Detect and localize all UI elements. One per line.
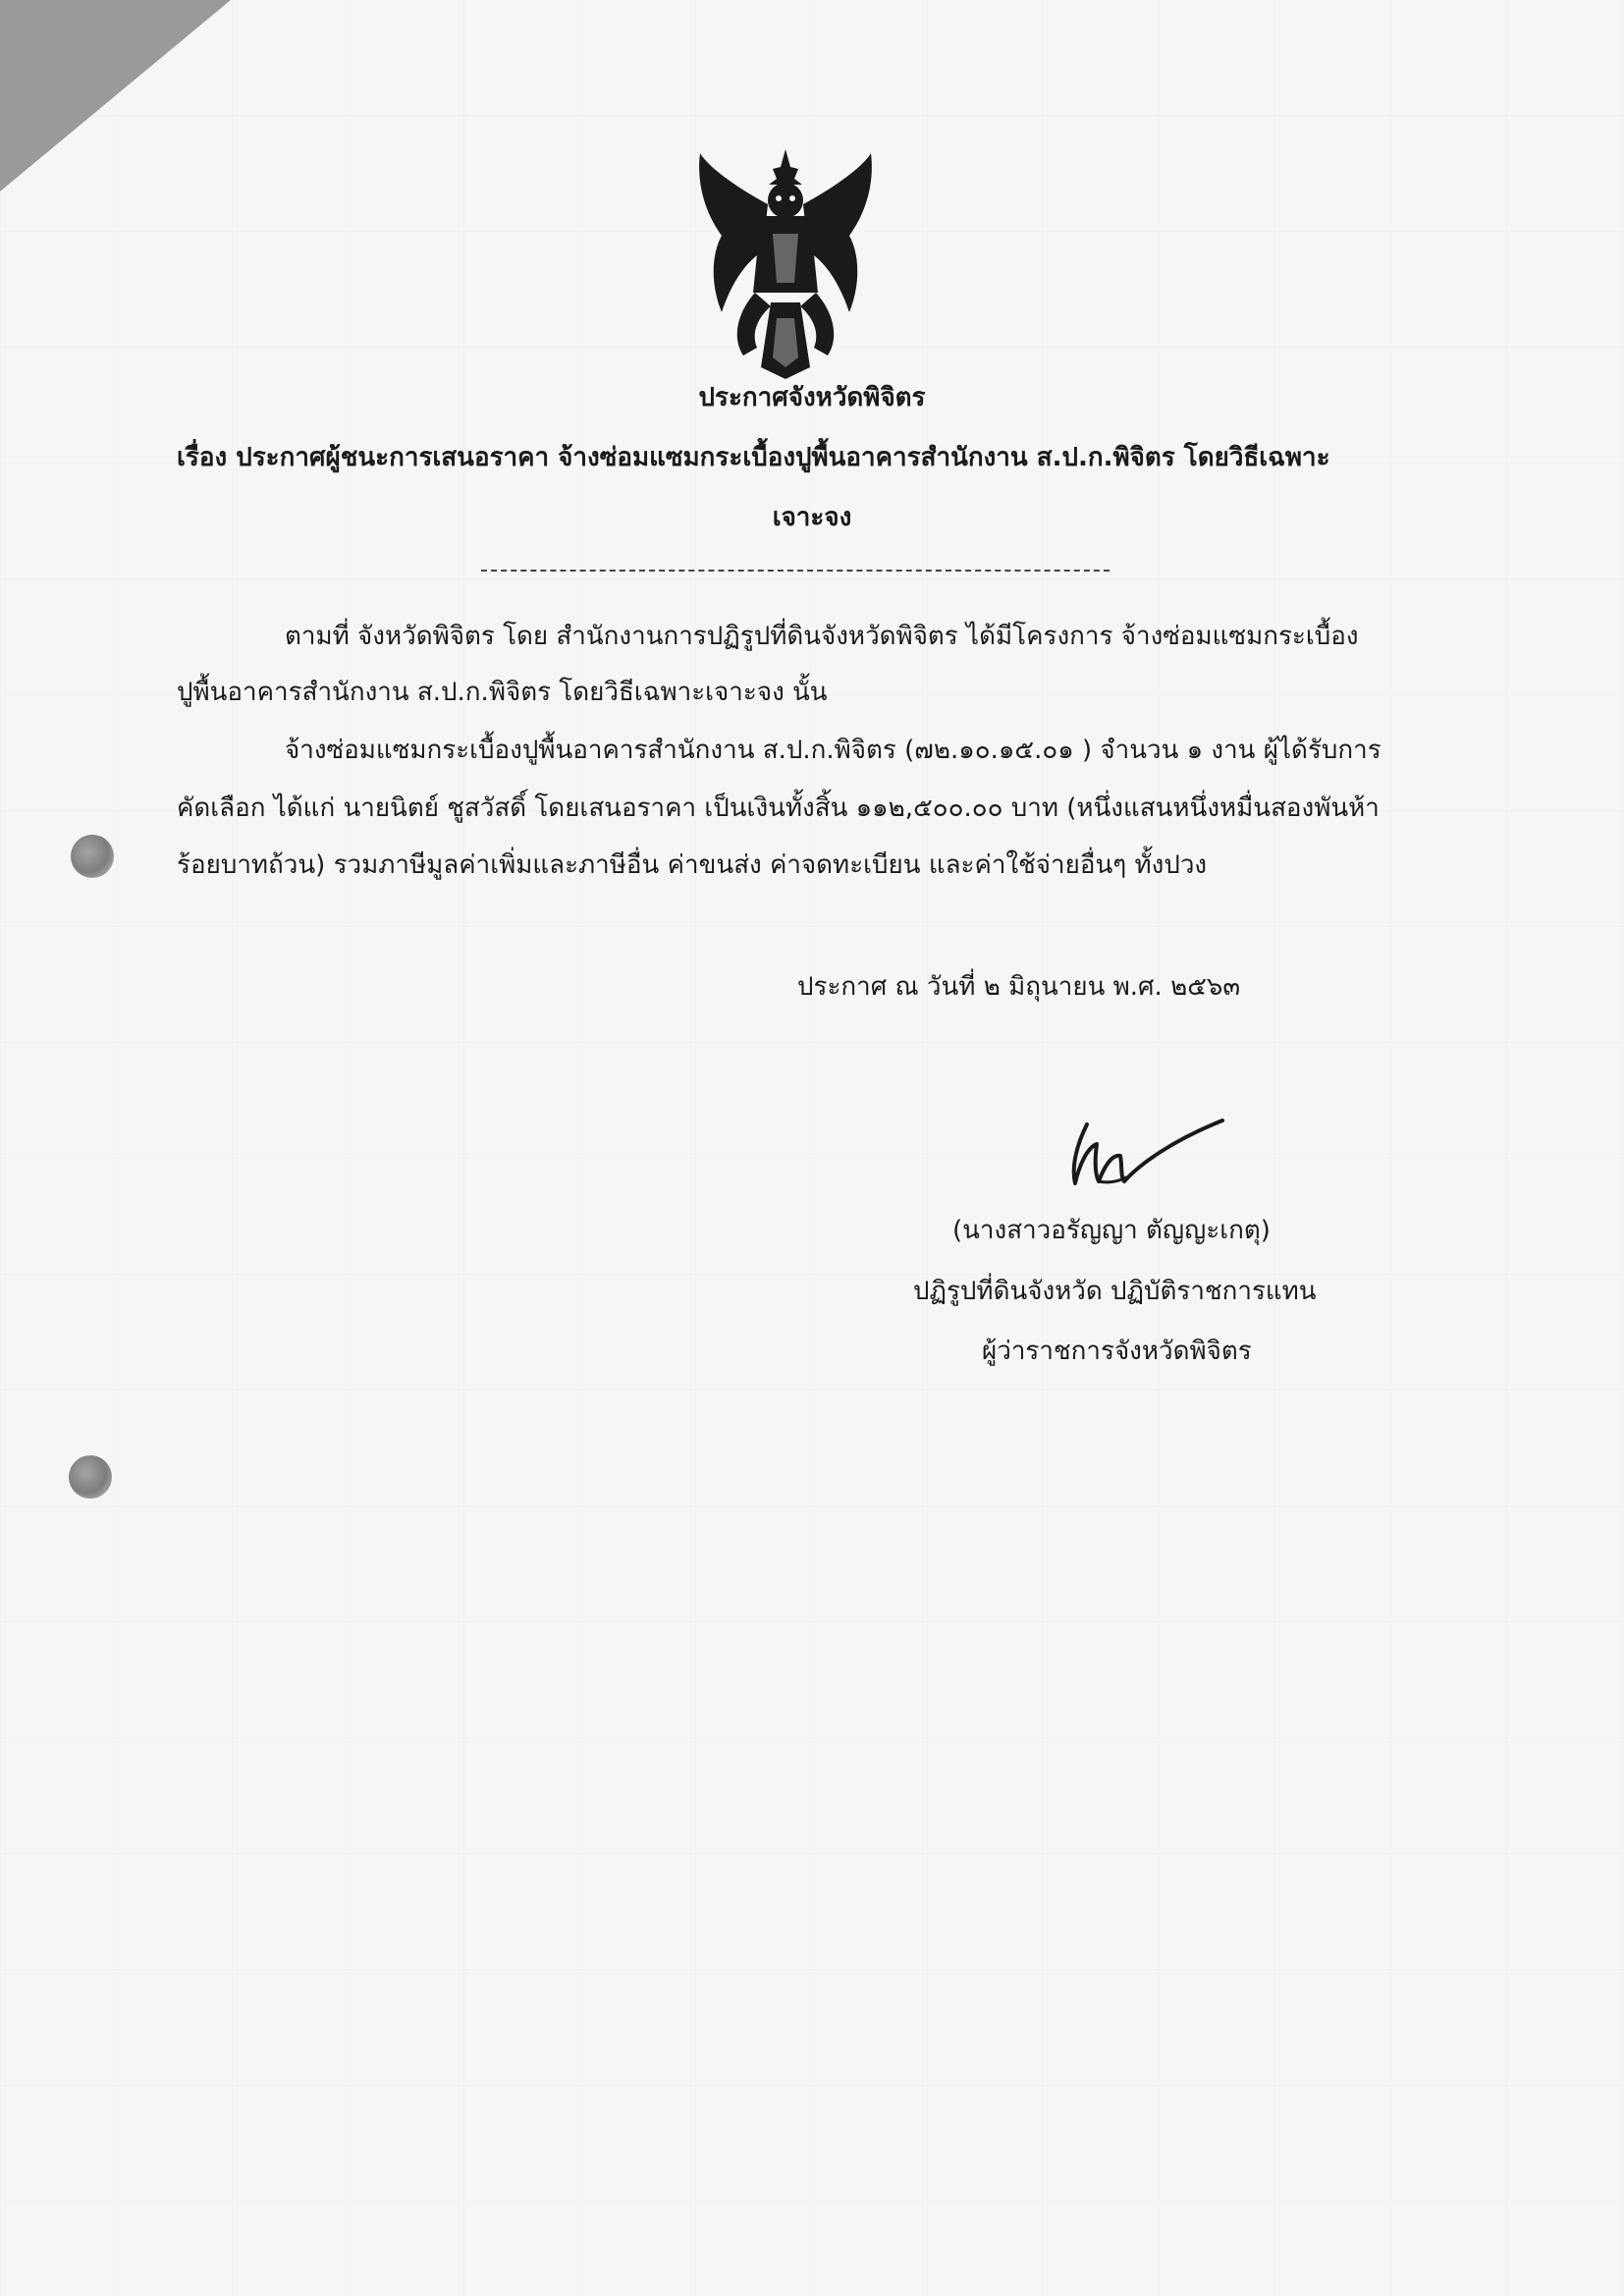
subject-line-2: เจาะจง xyxy=(772,503,852,532)
announcement-title: ประกาศจังหวัดพิจิตร xyxy=(698,383,926,412)
punch-hole-lower xyxy=(69,1455,112,1499)
paragraph-1-line-1: ตามที่ จังหวัดพิจิตร โดย สำนักงานการปฏิรูปที่ดินจังหวัดพิจิตร ได้มีโครงการ จ้างซ่อมแซมกระเบื้อง xyxy=(285,622,1359,651)
signatory-position-line-1: ปฏิรูปที่ดินจังหวัด ปฏิบัติราชการแทน xyxy=(913,1277,1317,1306)
paragraph-2-line-2: คัดเลือก ได้แก่ นายนิตย์ ชูสวัสดิ์ โดยเสนอราคา เป็นเงินทั้งสิ้น ๑๑๒,๕๐๐.๐๐ บาท (หนึ่งแสนหนึ่งหมื่นสองพันห้า xyxy=(177,793,1380,823)
announcement-date: ประกาศ ณ วันที่ ๒ มิถุนายน พ.ศ. ๒๕๖๓ xyxy=(797,972,1241,1002)
garuda-emblem-icon xyxy=(692,145,879,381)
paragraph-2-line-1: จ้างซ่อมแซมกระเบื้องปูพื้นอาคารสำนักงาน ส.ป.ก.พิจิตร (๗๒.๑๐.๑๕.๐๑ ) จำนวน ๑ งาน ผู้ได้รับการ xyxy=(285,736,1381,765)
folded-corner xyxy=(0,0,231,191)
handwritten-signature xyxy=(1065,1105,1232,1193)
signatory-name: (นางสาวอรัญญา ตัญญะเกตุ) xyxy=(952,1216,1271,1245)
signatory-position-line-2: ผู้ว่าราชการจังหวัดพิจิตร xyxy=(982,1337,1252,1366)
punch-hole-upper xyxy=(71,835,114,878)
paragraph-1-line-2: ปูพื้นอาคารสำนักงาน ส.ป.ก.พิจิตร โดยวิธีเฉพาะเจาะจง นั้น xyxy=(177,678,828,707)
subject-line-1: เรื่อง ประกาศผู้ชนะการเสนอราคา จ้างซ่อมแซมกระเบื้องปูพื้นอาคารสำนักงาน ส.ป.ก.พิจิตร โดยวิธีเฉพาะ xyxy=(177,443,1330,472)
header-divider xyxy=(481,570,1110,572)
paragraph-2-line-3: ร้อยบาทถ้วน) รวมภาษีมูลค่าเพิ่มและภาษีอื่น ค่าขนส่ง ค่าจดทะเบียน และค่าใช้จ่ายอื่นๆ ทั้งปวง xyxy=(177,850,1208,880)
